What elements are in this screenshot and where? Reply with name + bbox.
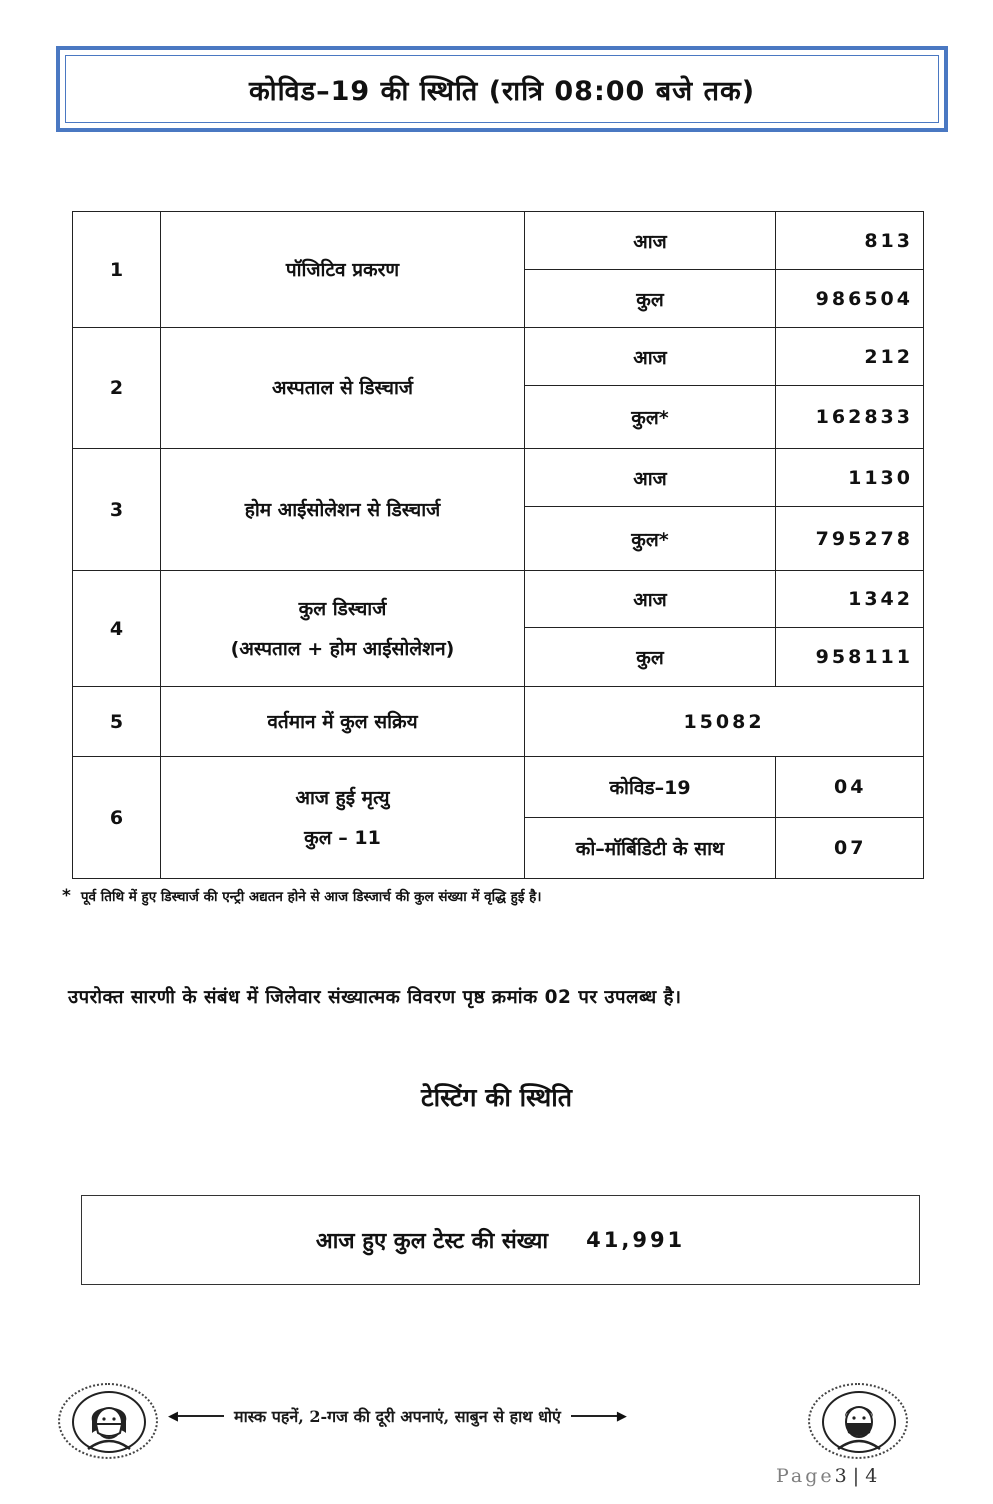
row-description: वर्तमान में कुल सक्रिय <box>161 687 525 757</box>
serial-number: 4 <box>73 571 161 687</box>
total-label: कुल <box>525 270 776 328</box>
footer-banner <box>56 1383 916 1459</box>
description-line-1: कुल डिस्चार्ज <box>298 597 387 620</box>
table-row <box>73 757 924 818</box>
table-row <box>73 687 924 757</box>
serial-number: 1 <box>73 212 161 328</box>
covid-death-value: 04 <box>776 757 924 818</box>
total-label: कुल* <box>525 507 776 571</box>
today-value: 212 <box>776 328 924 386</box>
title-box <box>56 46 948 132</box>
row-description: पॉजिटिव प्रकरण <box>161 212 525 328</box>
serial-number: 5 <box>73 687 161 757</box>
right-arrow-icon: ▶ <box>571 1410 627 1423</box>
today-value: 1130 <box>776 449 924 507</box>
total-value: 986504 <box>776 270 924 328</box>
page-title: कोविड–19 की स्थिति (रात्रि 08:00 बजे तक) <box>65 55 939 123</box>
today-label: आज <box>525 212 776 270</box>
row-description: होम आईसोलेशन से डिस्चार्ज <box>161 449 525 571</box>
test-count-value: 41,991 <box>586 1228 686 1252</box>
serial-number: 3 <box>73 449 161 571</box>
left-arrow-icon: ◀ <box>168 1410 224 1423</box>
table-row <box>73 571 924 628</box>
table-row <box>73 328 924 386</box>
row-description: अस्पताल से डिस्चार्ज <box>161 328 525 449</box>
footnote-text: पूर्व तिथि में हुए डिस्चार्ज की एन्ट्री अद्यतन होने से आज डिस्जार्च की कुल संख्या में वृद्धि हुई है। <box>80 889 542 905</box>
page-label: Page <box>776 1465 835 1487</box>
today-label: आज <box>525 571 776 628</box>
table-row <box>73 449 924 507</box>
comorbidity-death-value: 07 <box>776 818 924 879</box>
description-line-2: कुल – 11 <box>304 826 381 849</box>
comorbidity-death-label: को–मॉर्बिडिटी के साथ <box>525 818 776 879</box>
footnote-star: * <box>62 886 71 906</box>
reference-note: उपरोक्त सारणी के संबंध में जिलेवार संख्यात्मक विवरण पृष्ठ क्रमांक 02 पर उपलब्ध है। <box>68 987 682 1008</box>
serial-number: 6 <box>73 757 161 879</box>
footer-message-line <box>168 1405 798 1427</box>
today-label: आज <box>525 328 776 386</box>
total-value: 795278 <box>776 507 924 571</box>
testing-heading: टेस्टिंग की स्थिति <box>421 1083 572 1112</box>
row-description <box>161 571 525 687</box>
today-label: आज <box>525 449 776 507</box>
covid-status-table <box>72 211 924 879</box>
total-label: कुल <box>525 628 776 687</box>
page-number <box>776 1465 877 1487</box>
description-line-2: (अस्पताल + होम आईसोलेशन) <box>230 637 455 660</box>
today-value: 1342 <box>776 571 924 628</box>
row-description <box>161 757 525 879</box>
covid-death-label: कोविड–19 <box>525 757 776 818</box>
total-value: 162833 <box>776 386 924 449</box>
footnote <box>62 886 942 906</box>
test-count-label: आज हुए कुल टेस्ट की संख्या <box>315 1229 549 1254</box>
active-cases-value: 15082 <box>525 687 924 757</box>
masked-woman-icon <box>74 1393 144 1451</box>
masked-man-icon <box>824 1393 894 1451</box>
description-line-1: आज हुई मृत्यु <box>295 786 390 809</box>
masked-woman-badge <box>58 1383 158 1459</box>
page-count: 3 | 4 <box>834 1465 878 1487</box>
masked-man-badge <box>808 1383 908 1459</box>
today-value: 813 <box>776 212 924 270</box>
total-value: 958111 <box>776 628 924 687</box>
footer-message: मास्क पहनें, 2-गज की दूरी अपनाएं, साबुन से हाथ धोएं <box>234 1407 561 1426</box>
test-count-box <box>81 1195 920 1285</box>
total-label: कुल* <box>525 386 776 449</box>
table-row <box>73 212 924 270</box>
serial-number: 2 <box>73 328 161 449</box>
